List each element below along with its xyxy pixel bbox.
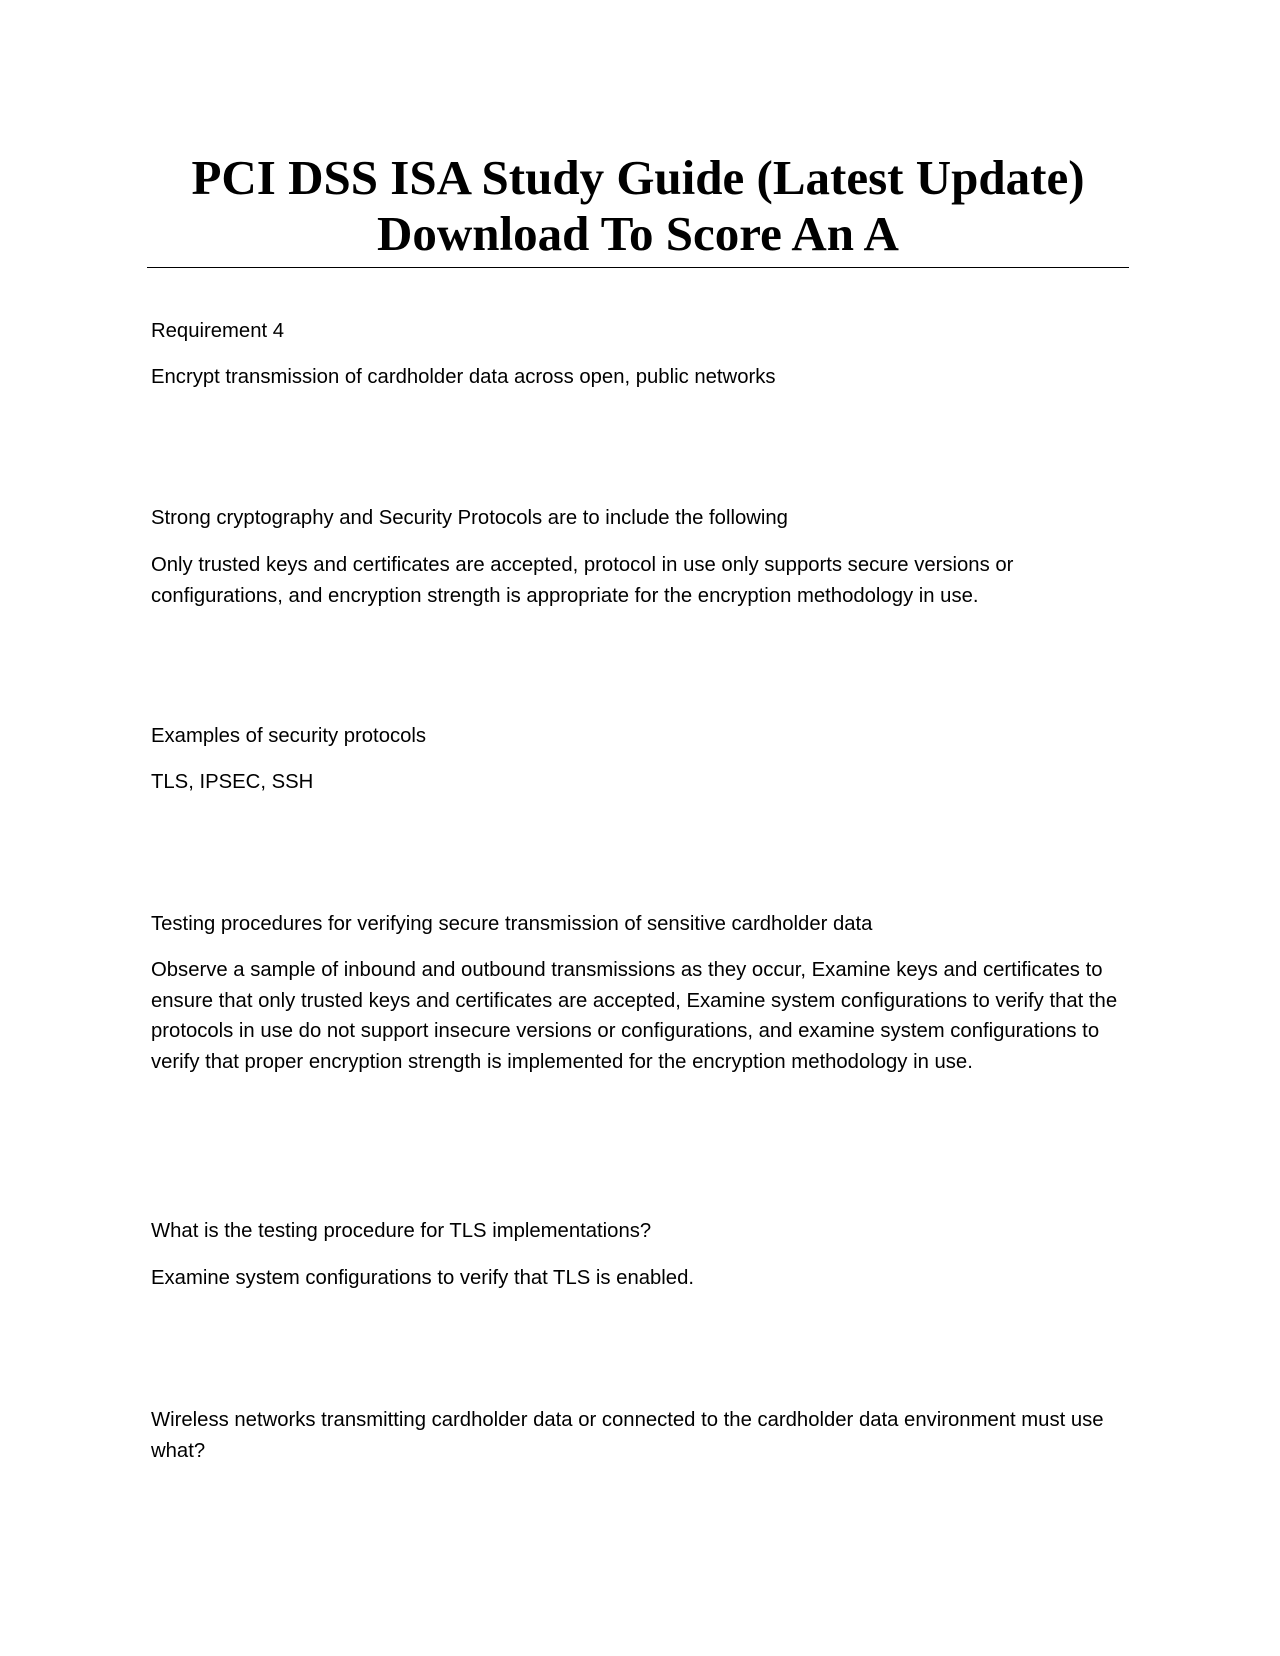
entry-heading: Strong cryptography and Security Protocols are to include the following bbox=[151, 507, 788, 529]
title-line-1: PCI DSS ISA Study Guide (Latest Update) bbox=[191, 150, 1085, 205]
entry-body: Observe a sample of inbound and outbound transmissions as they occur, Examine keys and certificates to ensure that only trusted keys and certificates are accepted, Examine system configurations to verify that the protocols in use do not support insecure versions or configurations, and examine system configurations to verify that proper encryption strength is implemented for the encryption methodology in use. bbox=[151, 959, 1118, 1073]
entry-body: Examine system configurations to verify that TLS is enabled. bbox=[151, 1267, 694, 1289]
entry-body: Encrypt transmission of cardholder data across open, public networks bbox=[151, 366, 776, 388]
title-line-2: Download To Score An A bbox=[377, 206, 899, 261]
entry-heading: What is the testing procedure for TLS implementations? bbox=[151, 1220, 652, 1242]
page-title bbox=[147, 150, 1129, 262]
entry-heading: Testing procedures for verifying secure transmission of sensitive cardholder data bbox=[151, 913, 873, 935]
entry-body: TLS, IPSEC, SSH bbox=[151, 771, 314, 793]
entry-heading: Requirement 4 bbox=[151, 320, 285, 342]
entry-heading: Examples of security protocols bbox=[151, 725, 427, 747]
entry-body: Only trusted keys and certificates are accepted, protocol in use only supports secure versions or configurations, and encryption strength is appropriate for the encryption methodology in use. bbox=[151, 554, 1014, 607]
entry-heading: Wireless networks transmitting cardholder data or connected to the cardholder data environment must use what? bbox=[151, 1409, 1104, 1462]
title-underline-divider bbox=[147, 267, 1129, 268]
